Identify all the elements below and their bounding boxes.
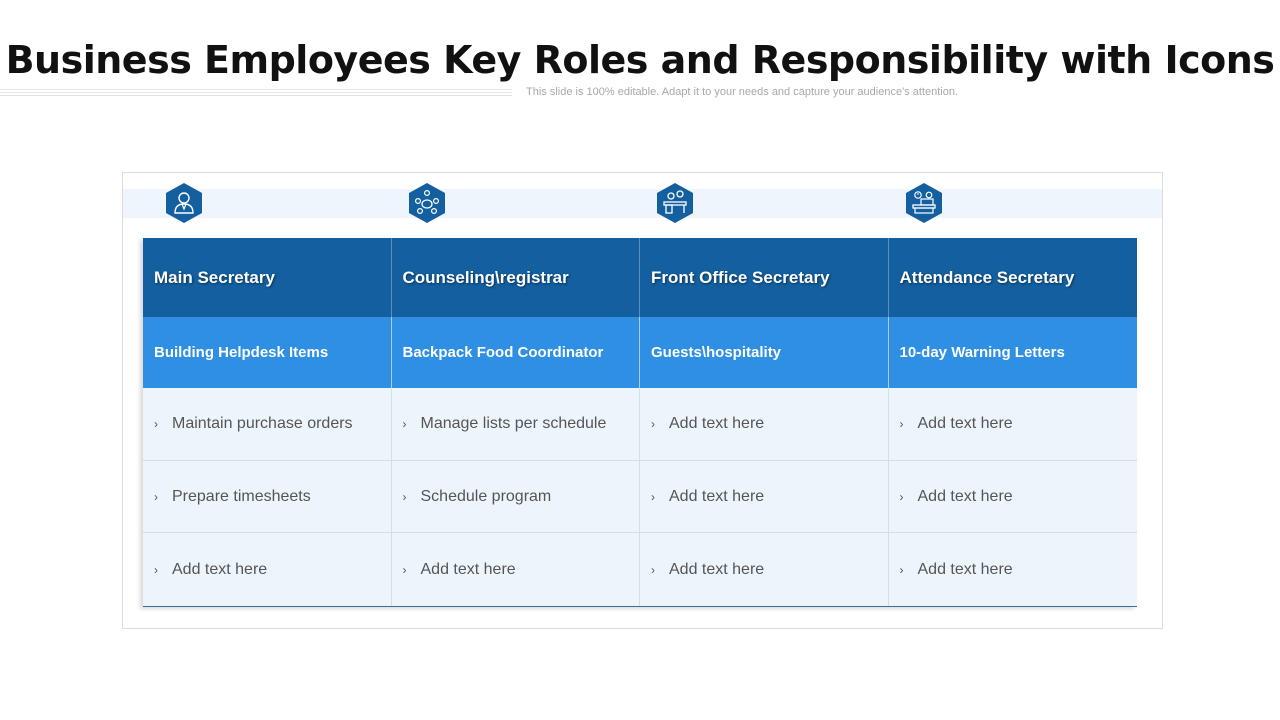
table-cell [143,388,392,460]
responsibility-text: Add text here [917,414,1013,432]
table-row [143,461,1137,534]
bullet-chevron-icon: › [402,562,407,577]
counseling-meeting-icon [406,182,448,224]
role-header: Front Office Secretary [640,238,889,317]
role-header: Counseling\registrar [392,238,641,317]
responsibility-text: Prepare timesheets [172,487,311,505]
bullet-chevron-icon: › [154,416,158,431]
bullet-chevron-icon: › [154,489,158,504]
responsibility-text: Add text here [172,560,268,578]
table-cell [143,533,392,606]
table-cell [392,461,641,533]
front-office-desk-icon [654,182,696,224]
bullet-chevron-icon: › [899,562,904,577]
slide-subtitle: This slide is 100% editable. Adapt it to your needs and capture your audience's attention. [526,86,958,98]
responsibility-text: Manage lists per schedule [420,414,607,432]
responsibility-text: Maintain purchase orders [172,414,353,432]
table-cell [640,388,889,460]
responsibility-text: Add text here [420,560,516,578]
table-cell [640,533,889,606]
bullet-chevron-icon: › [402,416,407,431]
table-cell [889,461,1138,533]
responsibility-text: Add text here [917,487,1013,505]
roles-panel [122,172,1163,629]
bullet-chevron-icon: › [402,489,407,504]
bullet-chevron-icon: › [899,416,904,431]
bullet-chevron-icon: › [154,562,158,577]
roles-table [143,238,1137,607]
role-header: Main Secretary [143,238,392,317]
table-row [143,533,1137,606]
bullet-chevron-icon: › [651,416,655,431]
secretary-icon [163,182,205,224]
table-header-row [143,238,1137,317]
bullet-chevron-icon: › [651,562,655,577]
table-row [143,388,1137,461]
responsibility-text: Add text here [669,487,765,505]
responsibility-text: Add text here [669,560,765,578]
table-cell [392,388,641,460]
role-header: Attendance Secretary [899,267,1075,287]
slide-title: Business Employees Key Roles and Responsibility with Icons [5,38,1275,82]
responsibility-text: Add text here [669,414,765,432]
table-cell [143,461,392,533]
role-subheader: Guests\hospitality [640,317,889,388]
role-subheader: Building Helpdesk Items [143,317,392,388]
responsibility-text: Add text here [917,560,1013,578]
bullet-chevron-icon: › [899,489,904,504]
table-cell [889,533,1138,606]
bullet-chevron-icon: › [651,489,655,504]
table-cell [889,388,1138,460]
icon-band [123,189,1162,218]
role-subheader: 10-day Warning Letters [899,344,1065,361]
table-cell [392,533,641,606]
table-cell [640,461,889,533]
title-decorative-rule [0,89,512,98]
attendance-desk-icon [903,182,945,224]
responsibility-text: Schedule program [420,487,552,505]
role-subheader: Backpack Food Coordinator [392,317,641,388]
table-subheader-row [143,317,1137,388]
